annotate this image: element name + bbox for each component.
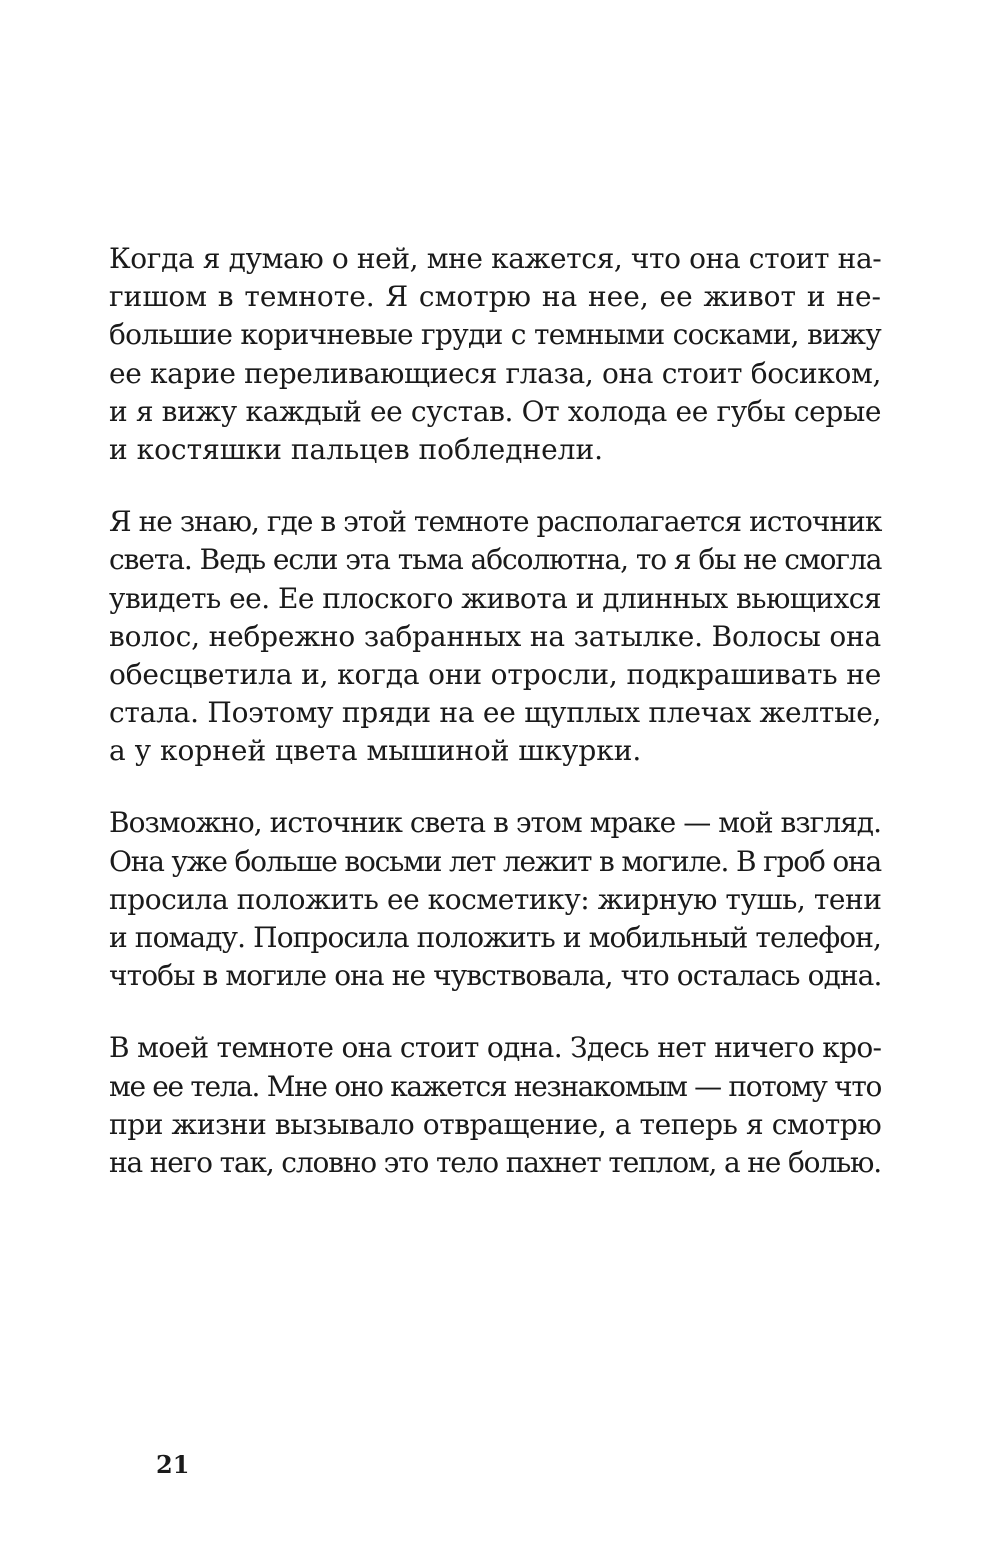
text-line: ме ее тела. Мне оно кажется незнакомым — потому что [109, 1069, 881, 1103]
paragraph-1 [109, 240, 881, 469]
text-line: света. Ведь если эта тьма абсолютна, то я бы не смогла [109, 543, 882, 577]
text-line: В моей темноте она стоит одна. Здесь нет ничего кро- [109, 1031, 882, 1065]
paragraph-4 [109, 1029, 881, 1182]
text-line: на него так, словно это тело пахнет теплом, а не болью. [109, 1145, 881, 1179]
text-line: большие коричневые груди с темными сосками, вижу [109, 318, 882, 352]
text-line: и костяшки пальцев побледнели. [109, 432, 604, 466]
text-line: Когда я думаю о ней, мне кажется, что она стоит на- [109, 242, 882, 275]
page-number: 21 [156, 1450, 190, 1479]
text-line: гишом в темноте. Я смотрю на нее, ее живот и не- [109, 280, 881, 314]
paragraph-3 [109, 804, 881, 995]
text-line: просила положить ее косметику: жирную тушь, тени [109, 882, 882, 916]
paragraph-2 [109, 503, 881, 770]
text-line: ее карие переливающиеся глаза, она стоит босиком, [109, 356, 882, 390]
text-line: чтобы в могиле она не чувствовала, что осталась одна. [109, 959, 882, 993]
text-line: при жизни вызывало отвращение, а теперь я смотрю [109, 1107, 882, 1141]
text-line: Возможно, источник света в этом мраке — мой взгляд. [109, 806, 881, 840]
text-line: и помаду. Попросила положить и мобильный телефон, [109, 921, 881, 954]
text-line: и я вижу каждый ее сустав. От холода ее губы серые [109, 394, 882, 428]
body-text [109, 240, 881, 1216]
text-line: стала. Поэтому пряди на ее щуплых плечах желтые, [109, 696, 882, 730]
text-line: Она уже больше восьми лет лежит в могиле. В гроб она [109, 844, 881, 878]
text-line: увидеть ее. Ее плоского живота и длинных вьющихся [109, 581, 881, 615]
text-line: волос, небрежно забранных на затылке. Волосы она [109, 619, 882, 653]
text-line: обесцветила и, когда они отросли, подкрашивать не [109, 657, 882, 691]
text-line: а у корней цвета мышиной шкурки. [109, 734, 642, 768]
text-line: Я не знаю, где в этой темноте располагается источник [109, 505, 882, 539]
